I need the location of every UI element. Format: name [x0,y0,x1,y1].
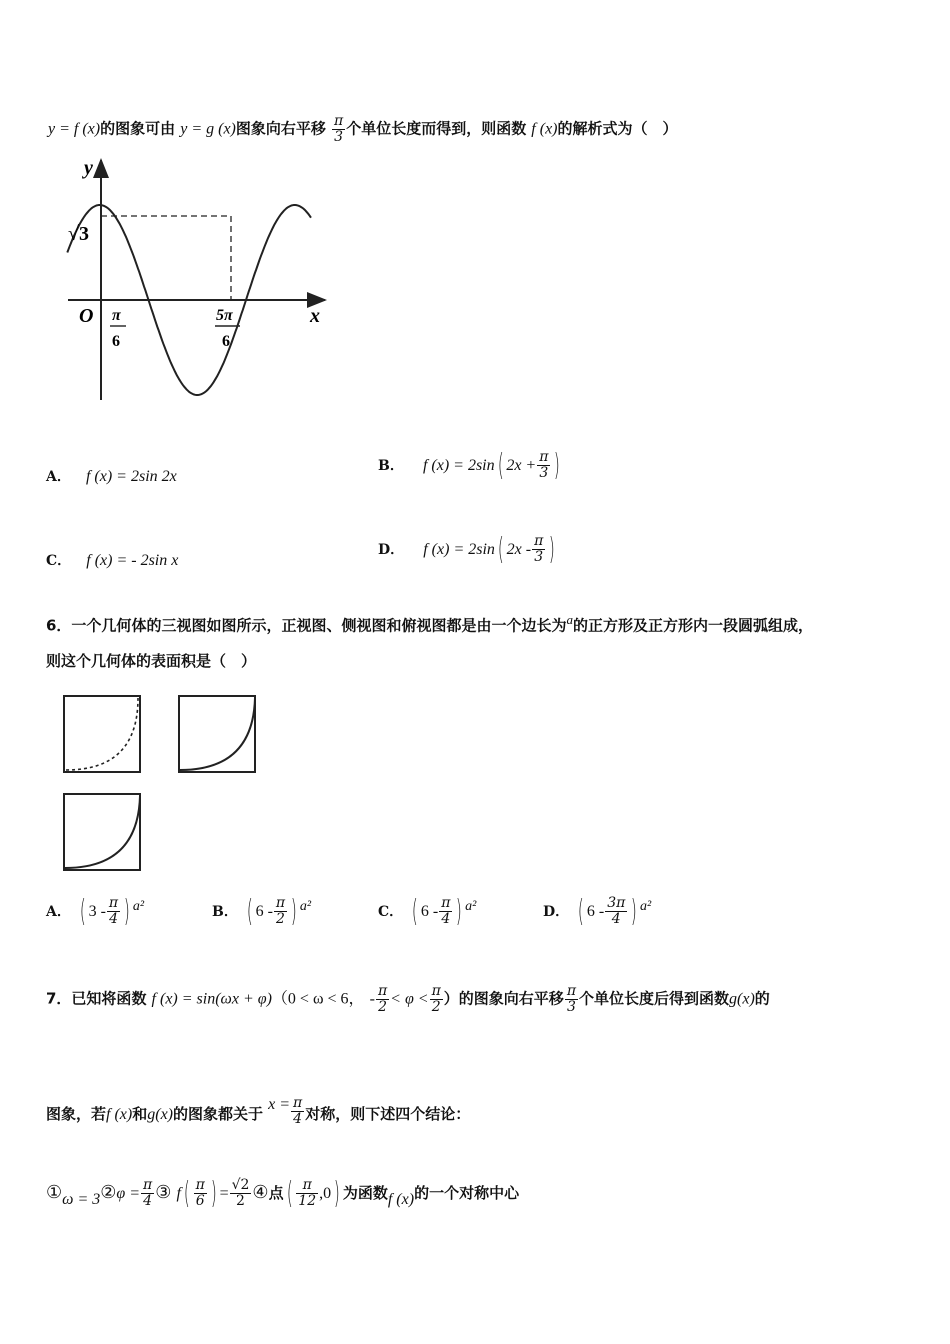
q6-stem-line2: 则这个几何体的表面积是（ ） [46,652,257,670]
q6-text-2: 的正方形及正方形内一段圆弧组成， [572,616,813,635]
q5-option-a[interactable] [46,466,177,486]
q7-text-5: 图象，若 [46,1105,107,1123]
conclusion-4-text-2: 为函数 [342,1184,388,1202]
conclusion-1-marker: ① [46,1182,63,1202]
tick-pi-6-den: 6 [112,333,120,350]
q6-option-b[interactable]: B． ( 6 - $\frac{\pi}{2}$ ) a² [212,894,312,929]
q6-option-d[interactable]: D． ( 6 - $\frac{3\pi}{4}$ ) a² [543,894,652,929]
q7-text-7: 的图象都关于 [173,1105,264,1123]
option-fraction: $\frac{\pi}{3}$ [539,449,549,481]
side-view-square [179,696,255,772]
top-view-square [64,794,140,870]
option-letter: B． [212,904,238,920]
option-pre: 3 - [88,903,106,920]
conclusion-4-fx: f (x) [387,1191,415,1208]
q6-stem-line1 [46,612,813,635]
option-letter: C． [46,553,72,569]
tick-5pi-6-den: 6 [222,333,230,350]
option-expression-pre: f (x) = 2sin [422,457,495,474]
q7-text-8: 对称，则下述四个结论： [305,1105,471,1123]
q7-text-4: 的 [754,989,770,1008]
option-letter: A． [46,469,71,485]
q7-text-2: ）的图象向右平移 [443,989,564,1008]
q7-f-of-x: f (x) [106,1106,133,1123]
q6-option-a[interactable]: A． ( 3 - $\frac{\pi}{4}$ ) a² [46,894,145,929]
tick-5pi-6-num: 5π [216,307,233,324]
q6-option-c[interactable]: C． ( 6 - $\frac{\pi}{4}$ ) a² [378,894,477,929]
q5-option-d[interactable]: D． f (x) = 2sin( 2x - $\frac{\pi}{3}$ ) [378,532,556,567]
a-squared: a² [132,899,145,914]
tick-pi-6-num: π [112,307,121,324]
q5-option-c[interactable] [46,550,178,570]
option-pre: 6 - [255,903,273,920]
q7-axis-eq: x = [268,1096,291,1113]
option-inner: 2x + [506,457,537,474]
x-axis-label: x [310,305,320,327]
front-view-square [64,696,140,772]
conclusion-2: φ = [116,1185,141,1202]
q6-three-views [60,692,270,876]
a-squared: a² [299,899,312,914]
option-pre: 6 - [420,903,439,920]
q7-function: f (x) = sin(ωx + φ) [151,990,272,1008]
q6-var-a: a [566,612,573,627]
option-fraction: $\frac{\pi}{3}$ [534,533,544,565]
q7-text-6: 和 [132,1105,148,1123]
q6-text-1: 6．一个几何体的三视图如图所示，正视图、侧视图和俯视图都是由一个边长为 [46,616,567,635]
conclusion-4-marker: ④ [252,1182,269,1202]
q5-f-of-x: y = f (x) [48,120,101,138]
side-view-arc [180,698,255,770]
front-view-dashed-arc [66,698,138,770]
q5-stem-text-2: 图象向右平移 [235,119,326,138]
a-squared: a² [465,899,477,914]
q7-text-3: 个单位长度后得到函数 [579,989,730,1008]
conclusion-3-f: f [176,1185,181,1202]
q7-stem-line2: 图象，若f (x)和g(x)的图象都关于 x = $\frac{\pi}{4}$ 对称，则下述四个结论： [46,1095,471,1127]
q5-stem-text-1: 的图象可由 [100,119,176,138]
q7-g-of-x: g(x) [729,990,755,1008]
option-inner: 2x - [506,541,532,558]
q5-stem [48,114,678,144]
option-letter: D． [378,542,405,558]
a-squared: a² [640,899,652,914]
option-letter: A． [46,904,71,920]
q5-stem-text-4: 的解析式为（ ） [557,119,678,138]
q5-option-b[interactable]: B． f (x) = 2sin( 2x + $\frac{\pi}{3}$ ) [378,448,561,483]
q7-condition-omega: （0 < ω < 6， [271,990,365,1008]
q7-condition-phi: < φ < [390,990,429,1008]
conclusion-4-text: 点 [268,1184,284,1202]
q5-shift-fraction: $\frac{\pi}{3}$ [333,113,344,145]
conclusion-3-marker: ③ [155,1182,172,1202]
q5-g-of-x: y = g (x) [180,120,236,138]
option-letter: B． [378,458,404,474]
option-pre: 6 - [586,903,605,920]
option-letter: D． [543,904,570,920]
q5-f-of-x-2: f (x) [531,120,558,138]
conclusion-2-marker: ② [100,1182,117,1202]
origin-label: O [79,305,94,327]
option-letter: C． [378,904,404,920]
conclusion-4-text-3: 的一个对称中心 [414,1184,520,1202]
sqrt3-label: √3 [68,223,89,245]
option-expression: f (x) = - 2sin x [86,552,179,569]
conclusion-1: ω = 3 [62,1191,101,1208]
option-expression: f (x) = 2sin 2x [85,468,177,485]
y-axis-label: y [84,157,93,179]
q5-stem-text-3: 个单位长度而得到，则函数 [346,119,527,138]
q7-g-of-x-2: g(x) [147,1106,173,1123]
top-view-arc [65,796,140,868]
q7-text-1: 7．已知将函数 [46,989,147,1008]
q7-stem-line1: 7．已知将函数 f (x) = sin(ωx + φ)（0 < ω < 6， - $\frac{\pi}{2}$ < φ < $\frac{\pi}{2}$ ）的图象向右平移 $\frac{\pi}{3}$ 个单位长度后得到函数g(x)的 [46,983,770,1015]
q5-sine-graph [60,150,340,410]
q7-conclusions: ①ω = 3②φ = $\frac{\pi}{4}$ ③ f( $\frac{\pi}{6}$ ) = $\frac{√2}{2}$ ④点( $\frac{\pi}{12}$ ,0) 为函数f (x)的一个对称中心 [46,1176,520,1211]
option-expression-pre: f (x) = 2sin [423,541,495,558]
